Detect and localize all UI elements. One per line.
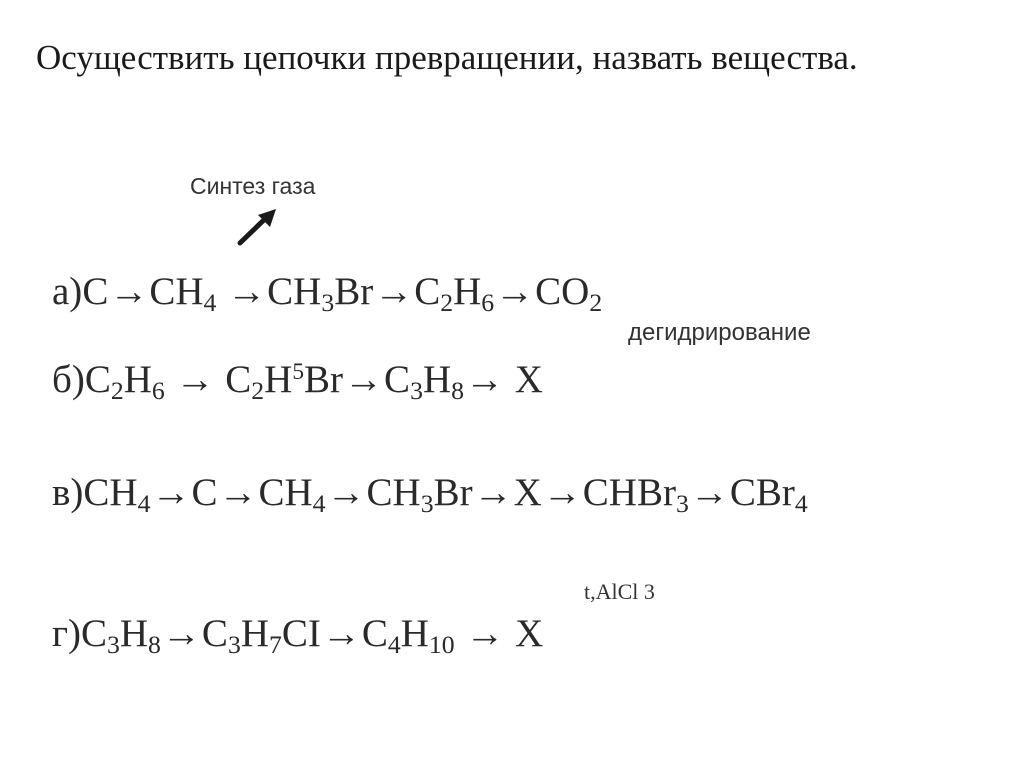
substance: CHBr$_3$ [582,471,689,519]
reaction-arrow: → [321,612,361,655]
diagonal-arrow-icon [236,207,280,247]
reaction-arrow: → [344,358,384,401]
chain-label: б) [52,358,85,401]
chain-label: а) [52,270,83,313]
substance: $C_2H^5Br$ [225,358,344,406]
dehydrogenation-note: дегидрирование [628,319,811,346]
substance: $CH_4$ [258,471,326,519]
chain-d [52,612,544,660]
substance: $CH_4$ [149,270,217,318]
substance: X [513,471,542,514]
substance: CBr$_4$ [729,471,808,519]
reaction-arrow: → [542,471,582,514]
substance: C [82,270,109,313]
chain-a [52,270,603,318]
substance: $CO_2$ [535,270,603,318]
reaction-arrow: → [495,270,535,313]
reaction-arrow: → [218,471,258,514]
chain-b [52,358,543,406]
chain-label: г) [52,612,81,655]
substance: $C_3H_7CI$ [201,612,321,660]
reaction-arrow: → [175,358,215,401]
reaction-arrow: → [227,270,267,313]
substance: $C_4H_{10}$ [361,612,455,660]
substance: $CH_3Br$ [267,270,374,318]
slide-title: Осуществить цепочки превращении, назвать вещества. [36,38,858,77]
reaction-arrow: → [109,270,149,313]
synthesis-gas-note: Синтез газа [190,173,316,199]
reaction-arrow: → [326,471,366,514]
reaction-arrow: → [464,358,504,401]
substance: $C_3H_8$ [80,612,161,660]
reaction-arrow: → [161,612,201,655]
chain-c [52,471,808,519]
reaction-arrow: → [465,612,505,655]
reaction-arrow: → [473,471,513,514]
catalyst-note: t,AlCl 3 [584,579,655,604]
substance: $C_3H_8$ [384,358,464,406]
substance: C [191,471,218,514]
reaction-arrow: → [374,270,414,313]
substance: $C_2H_6$ [414,270,495,318]
chain-label: в) [52,471,84,514]
reaction-arrow: → [151,471,191,514]
substance: $C_2H_6$ [84,358,165,406]
substance: $CH_3Br$ [366,471,473,519]
substance: X [515,612,544,655]
substance: X [514,358,543,401]
reaction-arrow: → [689,471,729,514]
substance: $CH_4$ [83,471,151,519]
